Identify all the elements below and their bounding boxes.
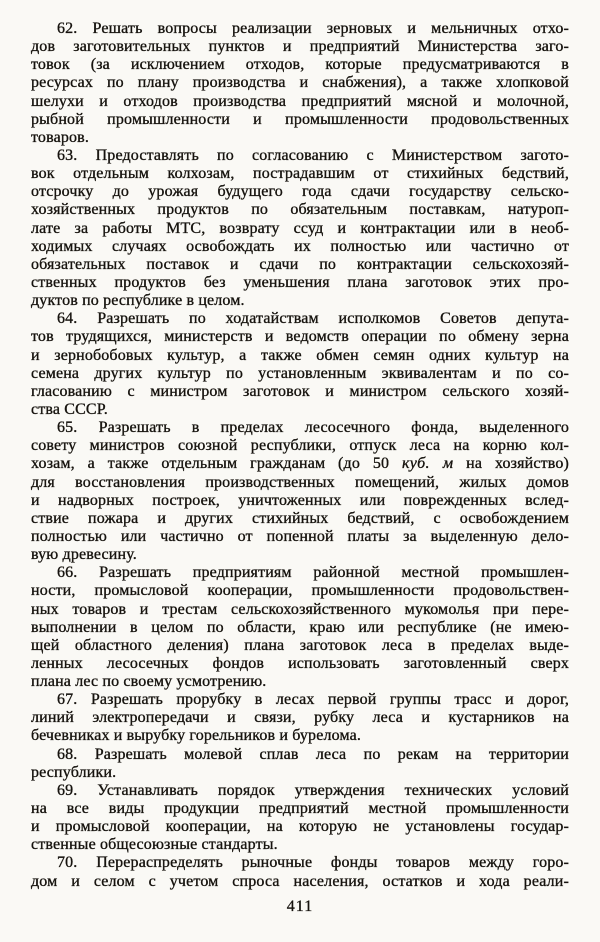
text-line: бечевниках и вырубку горельников и бурелома. (31, 727, 362, 745)
text-line: полностью или частично от попенной платы за выделенную дело- (31, 527, 569, 545)
text-line: ства СССР. (31, 400, 108, 418)
text-line: щей областного деления) плана заготовок леса в пределах выде- (31, 636, 569, 654)
text-line: шелухи и отходов производства предприятий мясной и молочной, (31, 92, 569, 110)
text-line: 70. Перераспределять рыночные фонды товаров между горо- (57, 854, 569, 872)
text-line: хозяйственных продуктов по обязательным поставкам, натуроп- (31, 201, 569, 219)
text-line: республики. (31, 763, 117, 781)
text-line: отсрочку до урожая будущего года сдачи государству сельско- (31, 183, 569, 201)
text-line: ствие пожара и других стихийных бедствий, с освобождением (31, 509, 569, 527)
text-line: и зернобобовых культур, а также обмен семян одних культур на (31, 346, 569, 364)
text-line: семена других культур по установленным эквивалентам и по со- (31, 364, 569, 382)
text-line: выполнении в целом по области, краю или республике (не имею- (31, 618, 569, 636)
text-line: 68. Разрешать молевой сплав леса по рекам на территории (57, 745, 569, 763)
text-line: и промысловой кооперации, на которую не установлены государ- (31, 818, 569, 836)
text-line: товок (за исключением отходов, которые предусматриваются в (31, 56, 569, 74)
paragraph (31, 782, 569, 855)
text-line: совету министров союзной республики, отпуск леса на корню кол- (31, 437, 569, 455)
text-line: ственные общесоюзные стандарты. (31, 836, 278, 854)
paragraph (31, 20, 569, 147)
paragraph (31, 147, 569, 310)
text-line: вок отдельным колхозам, пострадавшим от стихийных бедствий, (31, 165, 569, 183)
text-line: плана лес по своему усмотрению. (31, 673, 267, 691)
text-line: дом и селом с учетом спроса населения, остатков и хода реали- (31, 872, 569, 890)
page-number: 411 (286, 898, 314, 915)
text-line: ходимых случаях освобождать их полностью или частично от (31, 237, 569, 255)
text-line: на все виды продукции предприятий местной промышленности (31, 800, 569, 818)
text-line: 65. Разрешать в пределах лесосечного фонда, выделенного (57, 419, 569, 437)
text-line: ности, промысловой кооперации, промышленности продовольствен- (31, 582, 569, 600)
paragraph (31, 310, 569, 419)
text-line: 66. Разрешать предприятиям районной местной промышлен- (57, 564, 569, 582)
text-line: и надворных построек, уничтоженных или поврежденных вслед- (31, 491, 569, 509)
text-line: 67. Разрешать прорубку в лесах первой группы трасс и дорог, (57, 691, 569, 709)
paragraph (31, 564, 569, 691)
text-line: вую древесину. (31, 546, 137, 564)
paragraph (31, 691, 569, 745)
text-line: 62. Решать вопросы реализации зерновых и мельничных отхо- (57, 20, 569, 37)
paragraph (31, 854, 569, 890)
text-line: дов заготовительных пунктов и предприятий Министерства заго- (31, 38, 569, 56)
paragraph (31, 746, 569, 782)
text-line: 64. Разрешать по ходатайствам исполкомов Советов депута- (57, 310, 569, 328)
text-line: ных товаров и трестам сельскохозяйственного мукомолья при пере- (31, 600, 569, 618)
text-line: 69. Устанавливать порядок утверждения технических условий (57, 781, 569, 799)
text-line: дуктов по республике в целом. (31, 292, 245, 310)
text-line: линий электропередачи и связи, рубку леса и кустарников на (31, 709, 569, 727)
text-block (31, 20, 569, 891)
text-line: рыбной промышленности и промышленности продовольственных (31, 110, 569, 128)
text-line: 63. Предоставлять по согласованию с Министерством загото- (57, 146, 569, 164)
text-line: обязательных поставок и сдачи по контрактации сельскохозяй- (31, 255, 569, 273)
text-line: гласованию с министром заготовок и министром сельского хозяй- (31, 382, 569, 400)
text-line: хозам, а также отдельным гражданам (до 50 куб. м на хозяйство) (31, 455, 569, 473)
text-line: ственных продуктов без уменьшения плана заготовок этих про- (31, 273, 569, 291)
text-line: ленных лесосечных фондов использовать заготовленный сверх (31, 654, 569, 672)
text-line: тов трудящихся, министерств и ведомств операции по обмену зерна (31, 328, 569, 346)
text-line: лате за работы МТС, возврату ссуд и контрактации или в необ- (31, 219, 569, 237)
text-line: ресурсах по плану производства и снабжения), а также хлопковой (31, 74, 569, 92)
text-line: товаров. (31, 128, 89, 146)
text-line: для восстановления производственных помещений, жилых домов (31, 473, 569, 491)
paragraph (31, 419, 569, 564)
